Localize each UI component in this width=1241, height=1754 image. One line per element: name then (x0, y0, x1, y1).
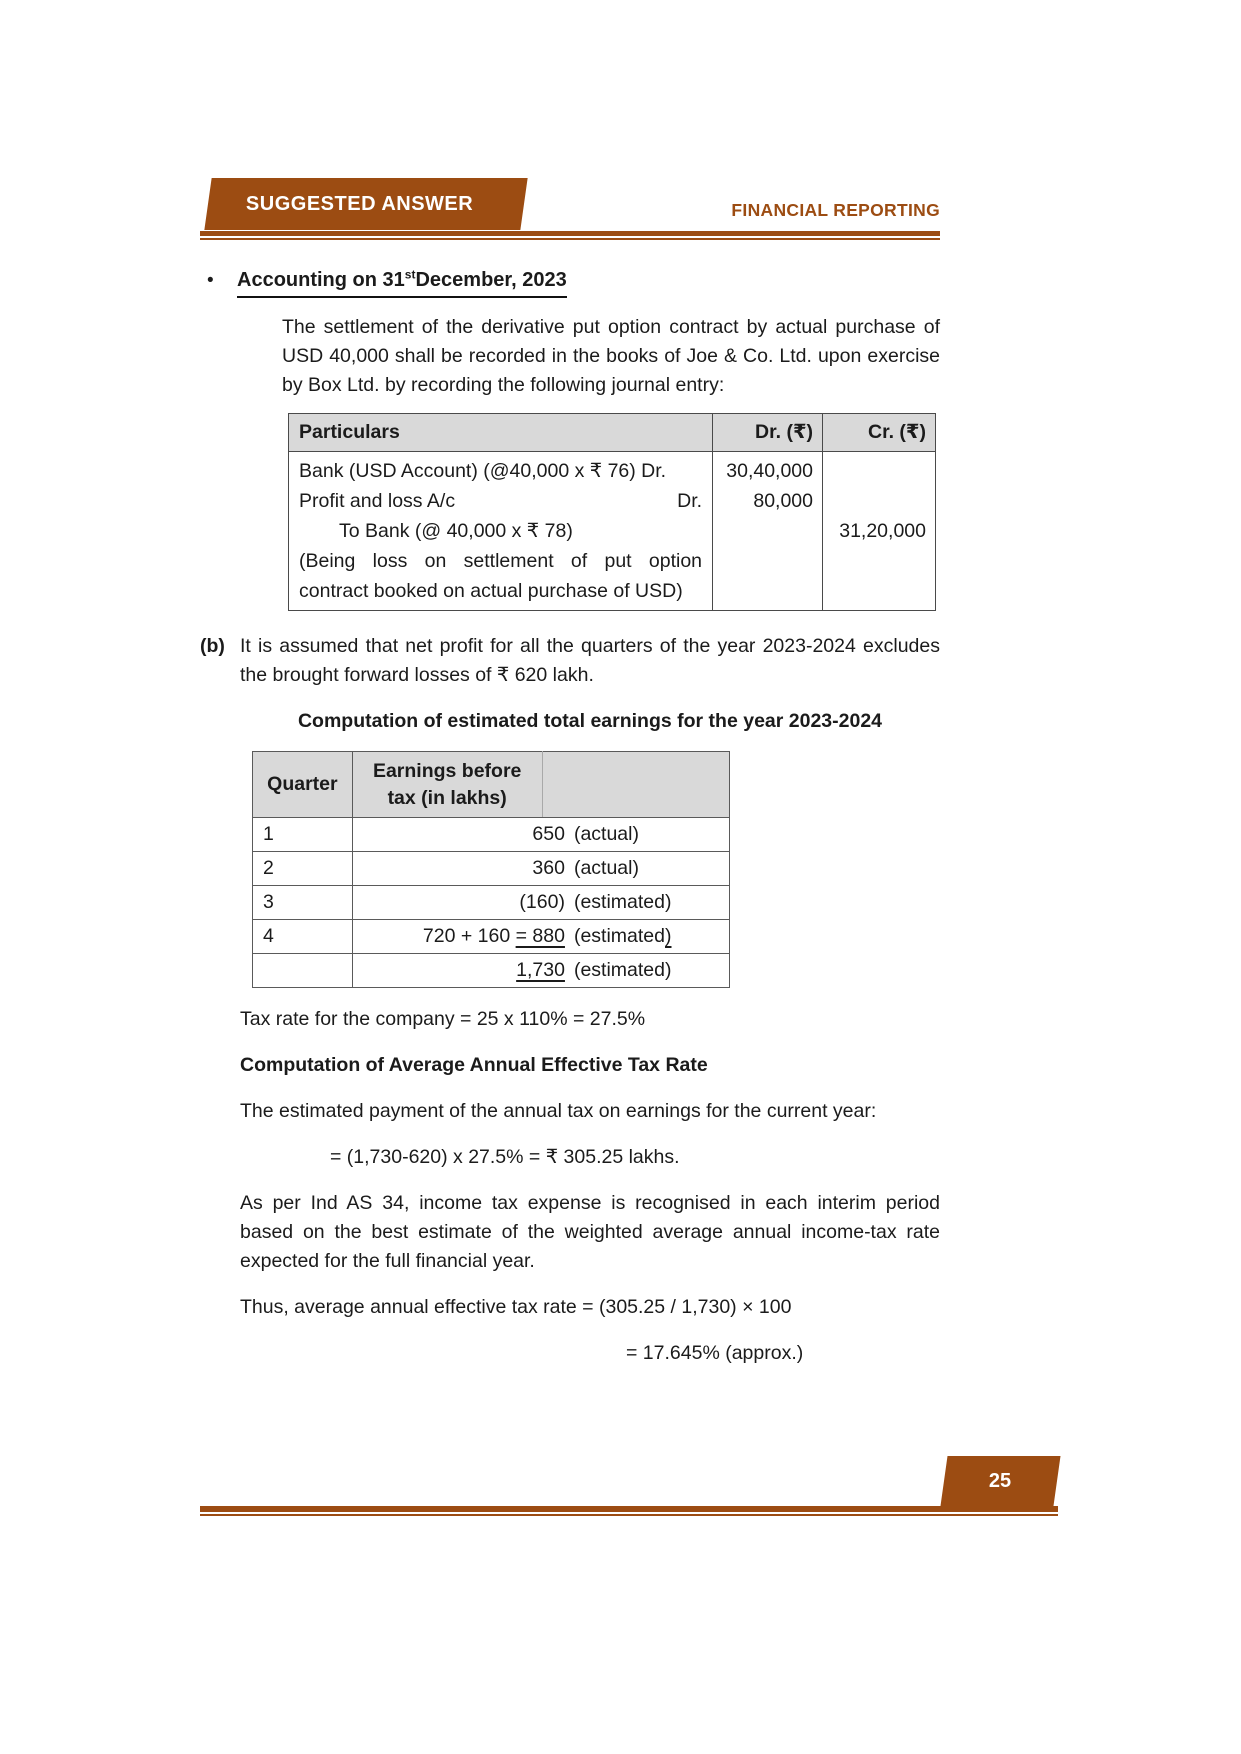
earnings-table-title: Computation of estimated total earnings for the year 2023-2024 (297, 710, 883, 732)
journal-header-cr: Cr. (₹) (823, 414, 936, 452)
page-number-tab (940, 1456, 1060, 1506)
earnings-note: (actual) (573, 857, 639, 879)
journal-dr-cell (713, 452, 823, 611)
earnings-cell (352, 920, 729, 954)
section-b-label: (b) (200, 635, 225, 657)
bullet-marker: • (207, 270, 214, 291)
earnings-amount: (160) (519, 891, 565, 913)
earnings-amount: 360 (532, 857, 565, 879)
earnings-amount: 650 (532, 823, 565, 845)
section-a-paragraph: The settlement of the derivative put option contract by actual purchase of USD 40,000 shall be recorded in the books of Joe & Co. Ltd. upon exercise by Box Ltd. by recording the following journal entry: (282, 316, 940, 396)
ind-as-paragraph: As per Ind AS 34, income tax expense is recognised in each interim period based on the best estimate of the weighted average annual income-tax rate expected for the full financial year. (240, 1192, 940, 1272)
tax-formula-line: = (1,730-620) x 27.5% = ₹ 305.25 lakhs. (330, 1146, 680, 1168)
section-a-heading-row (200, 266, 940, 298)
journal-particulars-cell (289, 452, 713, 611)
quarter-cell: 1 (253, 818, 353, 852)
earnings-cell (352, 818, 729, 852)
table-row (253, 852, 730, 886)
earnings-note: (estimated) (573, 959, 672, 981)
earnings-amount (353, 922, 565, 951)
footer-rule-thick (200, 1506, 1058, 1512)
journal-entry-table (288, 413, 936, 611)
earnings-table-body (253, 818, 730, 988)
footer-rule-thin (200, 1514, 1058, 1516)
journal-dr-amount-2: 80,000 (753, 490, 814, 512)
journal-cr-spacer-2 (832, 486, 926, 516)
journal-table-body (289, 452, 936, 611)
earnings-header-ebt-line1: Earnings before (372, 759, 522, 782)
heading-text-pre: Accounting on 31 (237, 269, 405, 291)
earnings-note: (estimated) (573, 891, 672, 913)
table-row-total (253, 954, 730, 988)
estimated-payment-line: The estimated payment of the annual tax on earnings for the current year: (240, 1100, 877, 1122)
result-line: = 17.645% (approx.) (626, 1342, 804, 1364)
earnings-cell (352, 954, 729, 988)
section-b-intro: It is assumed that net profit for all the quarters of the year 2023-2024 excludes the brought forward losses of ₹ 620 lakh. (240, 635, 940, 686)
journal-cr-amount: 31,20,000 (839, 520, 926, 542)
earnings-header-ebt (352, 752, 542, 818)
earnings-header-quarter: Quarter (253, 752, 353, 818)
earnings-amount-underlined: = 880 (515, 925, 565, 947)
heading-text-post: December, 2023 (415, 269, 567, 291)
header-rule (200, 231, 940, 240)
journal-dr-amount-1: 30,40,000 (726, 460, 814, 482)
banner-title: SUGGESTED ANSWER (246, 192, 474, 215)
earnings-note-plain: (estimated (573, 925, 665, 947)
section-a-heading (237, 266, 567, 298)
page-number: 25 (989, 1469, 1012, 1492)
quarter-cell: 3 (253, 886, 353, 920)
header-rule-thick (200, 231, 940, 236)
earnings-table-head (253, 752, 730, 818)
page-body (200, 266, 940, 1368)
journal-entry-row (289, 452, 936, 611)
section-b-body (240, 632, 940, 1368)
journal-line-pl (299, 486, 702, 516)
heading-superscript: st (404, 267, 416, 282)
earnings-header-ebt-line2: tax (in lakhs) (387, 786, 507, 809)
earnings-header-blank (542, 752, 729, 818)
section-a-heading-underline (237, 266, 567, 298)
journal-line-pl-text: Profit and loss A/c (299, 490, 456, 512)
subject-title: FINANCIAL REPORTING (731, 200, 940, 220)
earnings-amount-plain: 720 + 160 (422, 925, 516, 947)
earnings-note: (actual) (573, 823, 639, 845)
journal-line-bank: Bank (USD Account) (@40,000 x ₹ 76) Dr. (299, 460, 667, 482)
earnings-header-row (253, 752, 730, 818)
journal-cr-cell (823, 452, 936, 611)
journal-table-head (289, 414, 936, 452)
table-row (253, 920, 730, 954)
journal-header-dr: Dr. (₹) (713, 414, 823, 452)
journal-line-tobank: To Bank (@ 40,000 x ₹ 78) (339, 520, 573, 542)
avg-tax-rate-subheading: Computation of Average Annual Effective Tax Rate (240, 1054, 708, 1076)
earnings-note (565, 922, 672, 951)
earnings-total-amount (353, 956, 565, 985)
header-rule-thin (200, 238, 940, 240)
earnings-note-underlined: ) (665, 925, 672, 947)
earnings-total-underlined: 1,730 (516, 959, 565, 981)
section-b (200, 632, 940, 1368)
table-row (253, 818, 730, 852)
thus-line: Thus, average annual effective tax rate = (305.25 / 1,730) × 100 (240, 1296, 792, 1318)
quarter-cell: 2 (253, 852, 353, 886)
tax-rate-line: Tax rate for the company = 25 x 110% = 27.5% (240, 1008, 646, 1030)
journal-cr-spacer-1 (832, 456, 926, 486)
journal-header-row (289, 414, 936, 452)
footer-rule (200, 1506, 1058, 1516)
table-row (253, 886, 730, 920)
journal-header-particulars: Particulars (289, 414, 713, 452)
journal-narration: (Being loss on settlement of put option contract booked on actual purchase of USD) (299, 550, 703, 602)
journal-line-pl-dr: Dr. (677, 490, 703, 512)
earnings-table (252, 751, 730, 988)
quarter-cell (253, 954, 353, 988)
earnings-cell (352, 852, 729, 886)
earnings-cell (352, 886, 729, 920)
quarter-cell: 4 (253, 920, 353, 954)
